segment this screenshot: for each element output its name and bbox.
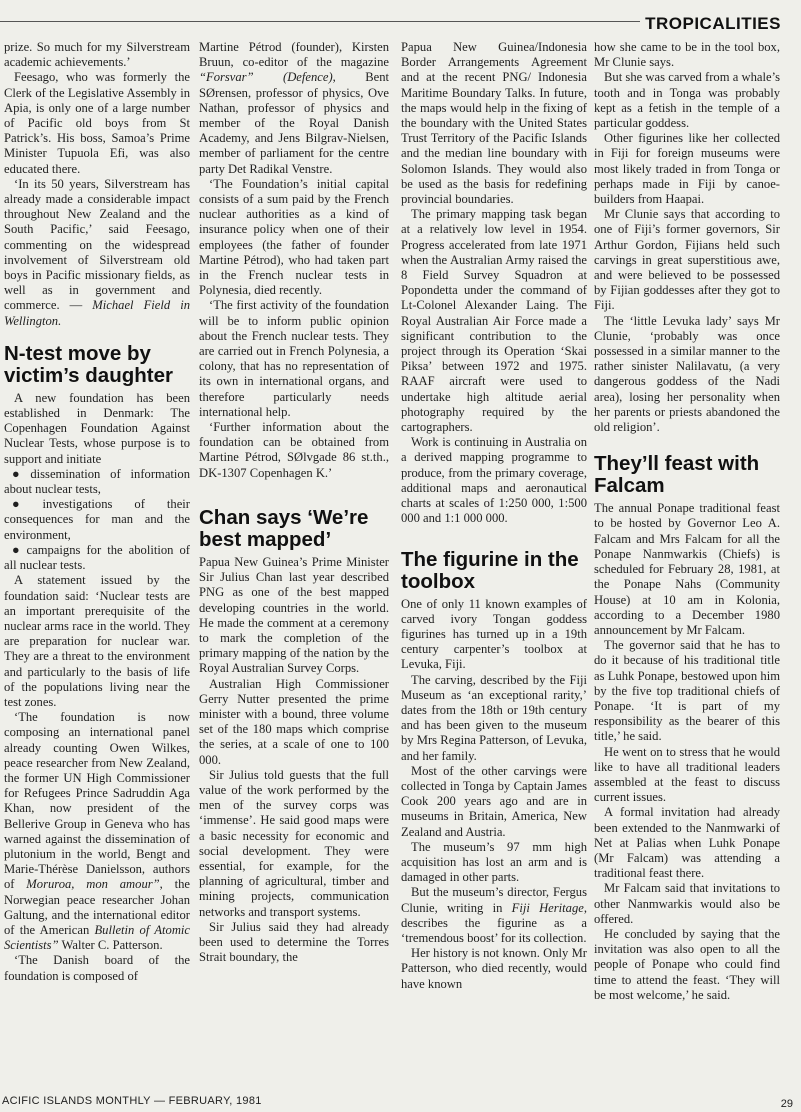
paragraph: [4, 710, 190, 953]
bullet-icon: ●: [12, 542, 23, 557]
paragraph: The carving, described by the Fiji Museum as ‘an exceptional rarity,’ dates from the 18th or 19th century and has been given to the museum by Mrs Regina Patterson, of Levuka, and her family.: [401, 672, 587, 763]
paragraph: The ‘little Levuka lady’ says Mr Clunie, ‘probably was once possessed in a similar manner to the rather sinister Nalilavatu, (a very dangerous goddess of the Nadi area), losing her personality when her parents or priests abandoned the old religion’.: [594, 313, 780, 435]
paragraph: A statement issued by the foundation said: ‘Nuclear tests are an important prerequisite of the nuclear arms race in the world. They are preparation for nuclear war. They are a threat to the environment and particularly to the basis of life of the populations living near the test zones.: [4, 573, 190, 709]
magazine-title: “Forsvar” (Defence): [199, 70, 333, 85]
paragraph: Mr Falcam said that invitations to other Nanmwarkis would also be offered.: [594, 881, 780, 926]
paragraph-text: , the Norwegian peace researcher Johan Galtung, and the international editor of the American: [4, 877, 190, 937]
paragraph: ‘The Danish board of the foundation is composed of: [4, 953, 190, 983]
paragraph: But she was carved from a whale’s tooth and in Tonga was probably kept as a fetish in the temple of a particular goddess.: [594, 70, 780, 131]
paragraph: Australian High Commissioner Gerry Nutter presented the prime minister with a bound, three volume set of the 180 maps which comprise the series, at a scale of one to 100 000.: [199, 676, 389, 767]
paragraph: [4, 177, 190, 329]
paragraph: Sir Julius told guests that the full value of the work performed by the men of the survey corps was ‘immense’. He said good maps were a basic necessity for economic and social development. They were essential, for example, for the planning of agricultural, timber and mining projects, communication networks and transport systems.: [199, 767, 389, 919]
bullet-icon: ●: [12, 497, 39, 512]
top-rule: [0, 21, 640, 22]
paragraph: The museum’s 97 mm high acquisition has lost an arm and is damaged in other parts.: [401, 839, 587, 885]
paragraph: A formal invitation had already been extended to the Nanmwarki of Net at Palias when Luhk Ponape (Mr Falcam) was attending a traditional feast there.: [594, 805, 780, 881]
paragraph: Her history is not known. Only Mr Patterson, who died recently, would have known: [401, 946, 587, 991]
paragraph: ‘The first activity of the foundation will be to inform public opinion about the French nuclear tests. They are carried out in French Polynesia, a colony, that has no representation of its own in international organs, and therefore particularly needs international help.: [199, 298, 389, 419]
column-2: [199, 40, 389, 965]
paragraph: Other figurines like her collected in Fiji for foreign museums were most likely traded in from Tonga or perhaps made in Fiji by canoe-builders from Haapai.: [594, 131, 780, 207]
list-item: [4, 497, 190, 543]
list-item-text: campaigns for the abolition of all nuclear tests.: [4, 542, 190, 573]
headline-chan: Chan says ‘We’re best mapped’: [199, 505, 369, 551]
headline-n-test: N-test move by victim’s daughter: [4, 341, 173, 387]
paragraph: [401, 885, 587, 946]
paragraph-text: ‘The foundation is now composing an international panel already counting Owen Wilkes, peace researcher from New Zealand, the former UN High Commissioner for Refugees Prince Sadruddin Aga Khan, now president of the Bellerive Group in Geneva who has warned against the dissemination of plutonium in the world, Bengt and Marie-Thérèse Danielsson, authors of: [4, 710, 190, 892]
headline-figurine: The figurine in the toolbox: [401, 547, 579, 593]
page-number: 29: [780, 1098, 793, 1110]
column-3: [401, 40, 587, 992]
list-item: [4, 467, 190, 497]
paragraph: A new foundation has been established in Denmark: The Copenhagen Foundation Against Nuclear Tests, whose purpose is to support and initiate: [4, 390, 190, 466]
paragraph: ‘Further information about the foundation can be obtained from Martine Pétrod, SØlvgade 86 st.th., DK-1307 Copenhagen K.’: [199, 420, 389, 480]
paragraph: Mr Clunie says that according to one of Fiji’s former governors, Sir Arthur Gordon, Fijians held such carvings in great superstitious awe, and were believed to be possessed by Fijian goddesses after they got to Fiji.: [594, 207, 780, 313]
paragraph: The annual Ponape traditional feast to be hosted by Governor Leo A. Falcam and Mrs Falcam for all the Ponape Nanmwarkis (Chiefs) is scheduled for February 28, 1981, at the Ponape Nahs (Community House) at 10 am in Kolonia, according to a December 1980 announcement by Mr Falcam.: [594, 501, 780, 637]
bullet-icon: ●: [12, 466, 27, 481]
paragraph-text: Walter C. Patterson.: [58, 938, 163, 953]
paragraph-text: But the museum’s director, Fergus Clunie, writing in: [401, 885, 587, 915]
list-item-text: investigations of their consequences for man and the environment,: [4, 497, 191, 542]
paragraph: prize. So much for my Silverstream academic achievements.’: [4, 40, 190, 70]
column-1: [4, 40, 190, 984]
journal-title: Bulletin of Atomic Scientists”: [4, 922, 190, 953]
paragraph: [199, 40, 389, 177]
paragraph: The governor said that he has to do it because of his traditional title as Luhk Ponape, bestowed upon him by the five top traditional chiefs of Ponape. ‘It is part of my responsibility as the bearer of this title,’ he said.: [594, 638, 780, 744]
paragraph: Papua New Guinea/Indonesia Border Arrangements Agreement and at the recent PNG/ Indonesia Maritime Boundary Talks. In future, the maps would help in the fixing of the boundary with the United States Trust Territory of the Pacific Islands and the median line boundary with Solomon Islands. They would also be used as the basis for redefining provincial boundaries.: [401, 40, 587, 207]
headline-falcam: They’ll feast with Falcam: [594, 452, 760, 498]
paragraph-text: ‘In its 50 years, Silverstream has already made a considerable impact throughout New Zealand and the South Pacific,’ said Feesago, commenting on the widespread involvement of Silverstream old boys in Pacific missionary fields, as well as in government and commerce. —: [4, 176, 190, 313]
paragraph-text: Martine Pétrod (founder), Kirsten Bruun, co-editor of the magazine: [199, 40, 389, 70]
paragraph: how she came to be in the tool box, Mr Clunie says.: [594, 40, 780, 70]
paragraph: Work is continuing in Australia on a derived mapping programme to produce, from the primary coverage, additional maps and aeronautical charts at scales of 1:250 000, 1:500 000 and 1:1 000 000.: [401, 435, 587, 526]
paragraph: He concluded by saying that the invitation was also open to all the people of Ponape who could find time to attend the feast. ‘They will be most welcome,’ he said.: [594, 926, 780, 1002]
paragraph: Most of the other carvings were collected in Tonga by Captain James Cook 200 years ago and are in museums in Britain, America, New Zealand and Austria.: [401, 763, 587, 839]
list-item: [4, 543, 190, 573]
paragraph-text: , Bent SØrensen, professor of physics, Ove Nathan, professor of physics and member of the Royal Danish Academy, and Jens Bilgrav-Nielsen, member of parliament for the centre party Det Radikal Venstre.: [199, 70, 389, 176]
book-title: Moruroa, mon amour”: [26, 877, 160, 892]
column-4: [594, 40, 780, 1003]
paragraph: Sir Julius said they had already been used to determine the Torres Strait boundary, the: [199, 919, 389, 965]
publication-title: Fiji Heritage: [511, 900, 584, 915]
list-item-text: dissemination of information about nuclear tests,: [4, 466, 190, 497]
paragraph: He went on to stress that he would like to have all traditional leaders assembled at the feast to discuss current issues.: [594, 744, 780, 805]
section-title: TROPICALITIES: [645, 14, 781, 33]
bullet-list: [4, 467, 190, 573]
paragraph: The primary mapping task began at a relatively low level in 1954. Progress accelerated from late 1971 when the Australian Army raised the 8 Field Survey Squadron at Popondetta under the command of Lt-Colonel Alexander Laing. The Royal Australian Air Force made a significant contribution to the project through its Operation ‘Skai Piksa’ between 1972 and 1975. RAAF aircraft were used to undertake high altitude aerial photography required by the cartographers.: [401, 207, 587, 435]
paragraph: Feesago, who was formerly the Clerk of the Legislative Assembly in Apia, is only one of a large number of Pacific old boys from St Patrick’s. His boss, Samoa’s Prime Minister Tupuola Efi, was also educated there.: [4, 70, 190, 176]
byline: Michael Field in Wellington.: [4, 298, 190, 328]
paragraph: ‘The Foundation’s initial capital consists of a sum paid by the French nuclear authorities as a kind of insurance policy when one of their employees (the father of founder Martine Pétrod), who had taken part in the French nuclear tests in Polynesia, died recently.: [199, 176, 389, 298]
paragraph-text: , describes the figurine as a ‘tremendous boost’ for its collection.: [401, 900, 587, 945]
paragraph: One of only 11 known examples of carved ivory Tongan goddess figurines has turned up in a 19th century carpenter’s toolbox at Levuka, Fiji.: [401, 596, 587, 672]
paragraph: Papua New Guinea’s Prime Minister Sir Julius Chan last year described PNG as one of the best mapped developing countries in the world. He made the comment at a ceremony to mark the completion of the primary mapping of the nation by the Royal Australian Survey Corps.: [199, 554, 389, 676]
footer-publication: ACIFIC ISLANDS MONTHLY — FEBRUARY, 1981: [2, 1095, 262, 1107]
